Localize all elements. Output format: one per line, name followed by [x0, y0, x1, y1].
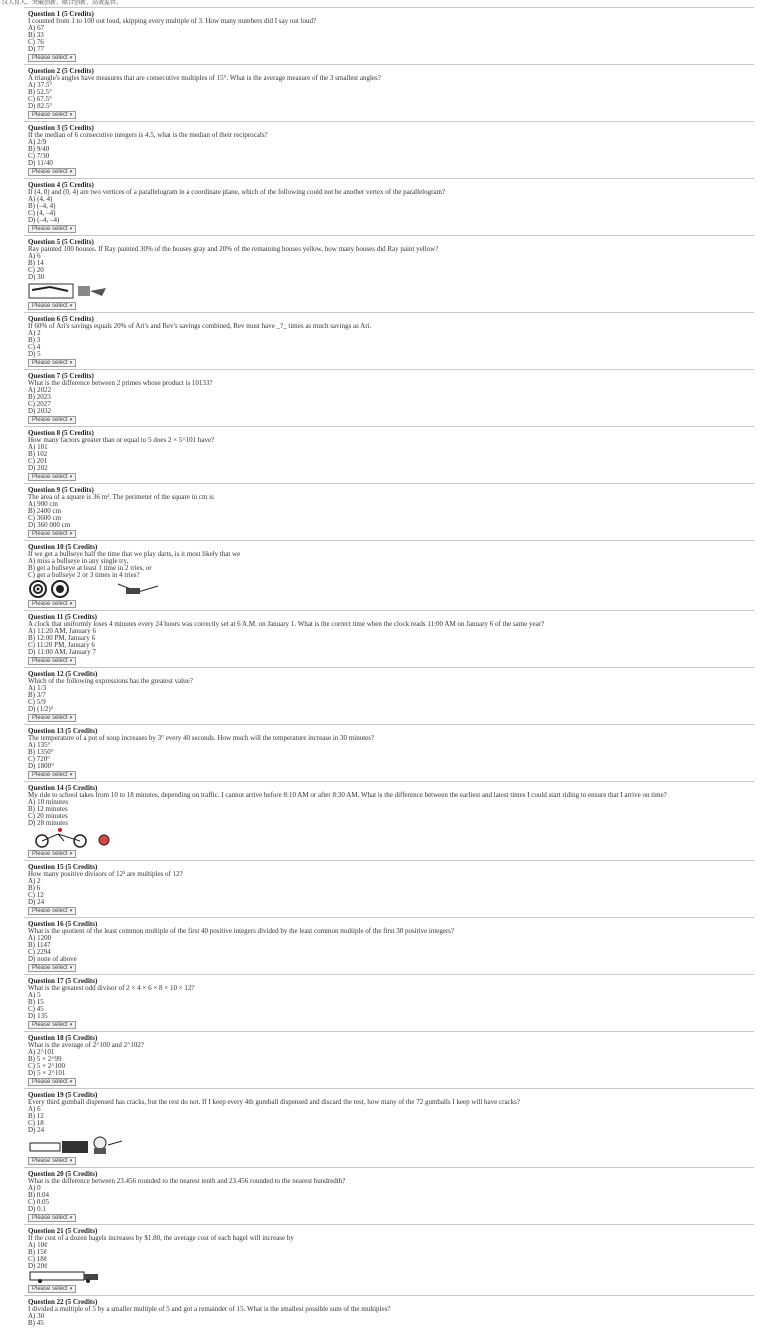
answer-option: C) 5/9	[28, 698, 46, 706]
chevron-down-icon: ▾	[69, 1215, 73, 1221]
answer-option: B) 3	[28, 336, 41, 344]
answer-option: B) 2023	[28, 393, 51, 401]
answer-select-label: Please select	[32, 226, 68, 232]
chevron-down-icon: ▾	[69, 417, 73, 423]
question-title: Question 20 (5 Credits)	[28, 1170, 98, 1178]
question-text: What is the greatest odd divisor of 2 × 4 × 6 × 8 × 10 × 12?	[28, 984, 195, 992]
question-block	[24, 483, 754, 540]
chevron-down-icon: ▾	[69, 112, 73, 118]
answer-select-label: Please select	[32, 112, 68, 118]
answer-option: D) 20¢	[28, 1262, 48, 1270]
answer-option: B) 12	[28, 1112, 44, 1120]
answer-option: B) 12 minutes	[28, 805, 68, 813]
chevron-down-icon: ▾	[69, 55, 73, 61]
answer-option: C) 7/30	[28, 152, 50, 160]
answer-option: A) 1200	[28, 934, 52, 942]
answer-select[interactable]	[28, 600, 76, 608]
answer-option: A) 67	[28, 24, 45, 32]
chevron-down-icon: ▾	[69, 1022, 73, 1028]
answer-option: A) 1/3	[28, 684, 47, 692]
bicycle-rider-icon	[28, 828, 118, 848]
answer-select-label: Please select	[32, 1158, 68, 1164]
answer-option: B) 45	[28, 1319, 44, 1327]
answer-option: B) 9/40	[28, 145, 50, 153]
question-text: The temperature of a pot of soup increases by 3° every 40 seconds. How much will the temperature increase in 30 minutes?	[28, 734, 375, 742]
answer-option: D) 202	[28, 464, 48, 472]
answer-option: D) 11/40	[28, 159, 53, 167]
chevron-down-icon: ▾	[69, 1079, 73, 1085]
question-text: I counted from 1 to 100 out loud, skipping every multiple of 3. How many numbers did I say out loud?	[28, 17, 317, 25]
chevron-down-icon: ▾	[69, 169, 73, 175]
chevron-down-icon: ▾	[69, 474, 73, 480]
answer-option: D) 2032	[28, 407, 52, 415]
answer-option: A) 6	[28, 252, 41, 260]
chevron-down-icon: ▾	[69, 772, 73, 778]
answer-option: A) 10 minutes	[28, 798, 69, 806]
answer-select[interactable]	[28, 1285, 76, 1293]
gumball-machine-icon	[28, 1135, 124, 1155]
answer-select[interactable]	[28, 225, 76, 233]
question-title: Question 17 (5 Credits)	[28, 977, 98, 985]
answer-select-label: Please select	[32, 715, 68, 721]
answer-option: B) 14	[28, 259, 44, 267]
answer-option: C) 12	[28, 891, 44, 899]
answer-option: D) 0.1	[28, 1205, 46, 1213]
question-text: The area of a square is 36 m². The perimeter of the square in cm is	[28, 493, 214, 501]
chevron-down-icon: ▾	[69, 1158, 73, 1164]
answer-select-label: Please select	[32, 1286, 68, 1292]
answer-select-label: Please select	[32, 772, 68, 778]
question-block	[24, 860, 754, 917]
answer-select-label: Please select	[32, 601, 68, 607]
answer-select-label: Please select	[32, 1022, 68, 1028]
answer-select[interactable]	[28, 473, 76, 481]
answer-select[interactable]	[28, 1021, 76, 1029]
answer-option: C) get a bullseye 2 or 3 times in 4 tries?	[28, 571, 140, 579]
answer-select[interactable]	[28, 111, 76, 119]
answer-select[interactable]	[28, 714, 76, 722]
answer-option: D) 77	[28, 45, 45, 53]
answer-option: B) 12:00 PM, January 6	[28, 634, 96, 642]
question-text: How many positive divisors of 12² are multiples of 12?	[28, 870, 183, 878]
question-title: Question 10 (5 Credits)	[28, 543, 98, 551]
question-title: Question 22 (5 Credits)	[28, 1298, 98, 1306]
question-title: Question 5 (5 Credits)	[28, 238, 94, 246]
answer-select[interactable]	[28, 1078, 76, 1086]
answer-option: C) 201	[28, 457, 48, 465]
question-text: If the cost of a dozen bagels increases by $1.80, the average cost of each bagel will increase by	[28, 1234, 294, 1242]
question-title: Question 15 (5 Credits)	[28, 863, 98, 871]
answer-option: C) 5 × 2^100	[28, 1062, 65, 1070]
answer-option: D) 24	[28, 898, 45, 906]
question-title: Question 21 (5 Credits)	[28, 1227, 98, 1235]
answer-option: D) 135	[28, 1012, 48, 1020]
answer-select[interactable]	[28, 964, 76, 972]
answer-select-label: Please select	[32, 169, 68, 175]
question-text: My ride to school takes from 10 to 18 minutes, depending on traffic. I cannot arrive before 8:10 AM or after 8:30 AM. What is the difference between the earliest and latest times I could start riding to ensure that I arrive on time?	[28, 791, 667, 799]
paint-illustration-icon	[28, 282, 108, 300]
question-text: If the median of 6 consecutive integers is 4.5, what is the median of their reciprocals?	[28, 131, 268, 139]
question-block	[24, 667, 754, 724]
answer-option: C) 20	[28, 266, 44, 274]
answer-select-label: Please select	[32, 531, 68, 537]
question-block	[24, 1167, 754, 1224]
answer-option: B) 0.04	[28, 1191, 49, 1199]
answer-option: B) 3/7	[28, 691, 46, 699]
answer-select[interactable]	[28, 907, 76, 915]
answer-option: C) 67.5°	[28, 95, 52, 103]
question-text: What is the difference between 2 primes whose product is 10133?	[28, 379, 213, 387]
answer-option: A) 2	[28, 877, 41, 885]
question-block	[24, 1031, 754, 1088]
question-text: I divided a multiple of 5 by a smaller multiple of 5 and got a remainder of 15. What is the smallest possible sum of the multiples?	[28, 1305, 391, 1313]
answer-option: A) 2^101	[28, 1048, 55, 1056]
question-block	[24, 540, 754, 610]
chevron-down-icon: ▾	[69, 715, 73, 721]
question-block	[24, 235, 754, 312]
answer-select-label: Please select	[32, 851, 68, 857]
answer-option: D) 5 × 2^101	[28, 1069, 66, 1077]
answer-option: D) 28 minutes	[28, 819, 69, 827]
question-text: A clock that uniformly loses 4 minutes every 24 hours was correctly set at 6 A.M. on January 1. What is the correct time when the clock reads 11:00 AM on January 6 of the same year?	[28, 620, 545, 628]
question-title: Question 7 (5 Credits)	[28, 372, 94, 380]
answer-option: B) 1350°	[28, 748, 54, 756]
answer-option: A) 900 cm	[28, 500, 58, 508]
answer-select[interactable]	[28, 302, 76, 310]
chevron-down-icon: ▾	[69, 303, 73, 309]
question-text: Which of the following expressions has the greatest value?	[28, 677, 193, 685]
answer-option: C) (4, –4)	[28, 209, 56, 217]
answer-option: D) 1800°	[28, 762, 54, 770]
question-title: Question 3 (5 Credits)	[28, 124, 94, 132]
question-title: Question 9 (5 Credits)	[28, 486, 94, 494]
answer-select[interactable]	[28, 1214, 76, 1222]
answer-select-label: Please select	[32, 965, 68, 971]
answer-option: D) 30	[28, 273, 45, 281]
chevron-down-icon: ▾	[69, 226, 73, 232]
answer-option: A) 6	[28, 1105, 41, 1113]
answer-select[interactable]	[28, 1157, 76, 1165]
question-text: If (4, 0) and (0, 4) are two vertices of a parallelogram in a coordinate plane, which of the following could not be another vertex of the parallelogram?	[28, 188, 446, 196]
answer-option: C) 720°	[28, 755, 51, 763]
question-block	[24, 724, 754, 781]
question-title: Question 8 (5 Credits)	[28, 429, 94, 437]
answer-option: B) get a bullseye at least 1 time in 2 tries, or	[28, 564, 152, 572]
answer-option: D) 360 000 cm	[28, 521, 71, 529]
chevron-down-icon: ▾	[69, 965, 73, 971]
answer-select[interactable]	[28, 416, 76, 424]
answer-select[interactable]	[28, 54, 76, 62]
answer-option: A) 135°	[28, 741, 51, 749]
answer-option: B) 15	[28, 998, 44, 1006]
answer-option: C) 4	[28, 343, 41, 351]
question-title: Question 1 (5 Credits)	[28, 10, 94, 18]
answer-select[interactable]	[28, 850, 76, 858]
question-block	[24, 781, 754, 860]
dartboard-icon	[28, 580, 168, 598]
answer-option: C) 11:20 PM, January 6	[28, 641, 95, 649]
chevron-down-icon: ▾	[69, 908, 73, 914]
question-title: Question 19 (5 Credits)	[28, 1091, 98, 1099]
question-block	[24, 312, 754, 369]
answer-option: B) 15¢	[28, 1248, 48, 1256]
answer-option: C) 3600 cm	[28, 514, 62, 522]
question-title: Question 13 (5 Credits)	[28, 727, 98, 735]
answer-select[interactable]	[28, 168, 76, 176]
answer-select[interactable]	[28, 657, 76, 665]
answer-option: C) 2027	[28, 400, 51, 408]
chevron-down-icon: ▾	[69, 360, 73, 366]
question-block	[24, 64, 754, 121]
answer-select-label: Please select	[32, 658, 68, 664]
question-block	[24, 917, 754, 974]
answer-option: A) miss a bullseye in any single try,	[28, 557, 129, 565]
answer-select[interactable]	[28, 771, 76, 779]
answer-option: A) 37.5°	[28, 81, 53, 89]
answer-option: D) (–4, –4)	[28, 216, 60, 224]
chevron-down-icon: ▾	[69, 601, 73, 607]
header-line: 汉人育人、突破创新、联合创新、高效监管。	[2, 0, 123, 6]
answer-option: D) 11:00 AM, January 7	[28, 648, 96, 656]
question-block	[24, 974, 754, 1031]
answer-select-label: Please select	[32, 908, 68, 914]
question-title: Question 11 (5 Credits)	[28, 613, 97, 621]
answer-option: C) 0.05	[28, 1198, 49, 1206]
answer-option: C) 2294	[28, 948, 51, 956]
answer-option: D) 5	[28, 350, 41, 358]
question-text: If 60% of Ari's savings equals 20% of Ari's and Rev's savings combined, Rev must have _?_ times as much savings as Ari.	[28, 322, 372, 330]
question-title: Question 18 (5 Credits)	[28, 1034, 98, 1042]
question-block	[24, 1224, 754, 1295]
answer-option: C) 18¢	[28, 1255, 48, 1263]
question-block	[24, 1295, 754, 1329]
question-block	[24, 1088, 754, 1167]
answer-select-label: Please select	[32, 474, 68, 480]
question-text: If we get a bullseye half the time that we play darts, is it most likely that we	[28, 550, 241, 558]
answer-option: C) 76	[28, 38, 44, 46]
bagel-truck-icon	[28, 1271, 108, 1283]
question-block	[24, 7, 754, 64]
question-title: Question 2 (5 Credits)	[28, 67, 94, 75]
answer-select-label: Please select	[32, 1079, 68, 1085]
chevron-down-icon: ▾	[69, 531, 73, 537]
question-block	[24, 369, 754, 426]
answer-select-label: Please select	[32, 1215, 68, 1221]
answer-option: C) 20 minutes	[28, 812, 68, 820]
answer-select-label: Please select	[32, 55, 68, 61]
question-title: Question 16 (5 Credits)	[28, 920, 98, 928]
question-block	[24, 610, 754, 667]
answer-option: A) 10¢	[28, 1241, 48, 1249]
question-text: What is the quotient of the least common multiple of the first 40 positive integers divided by the least common multiple of the first 30 positive integers?	[28, 927, 455, 935]
answer-option: D) (1/2)²	[28, 705, 53, 713]
question-text: How many factors greater than or equal to 5 does 2 × 5^101 have?	[28, 436, 215, 444]
question-block	[24, 121, 754, 178]
question-text: Ray painted 100 houses. If Ray painted 30% of the houses gray and 20% of the remaining houses yellow, how many houses did Ray paint yellow?	[28, 245, 439, 253]
answer-option: A) 30	[28, 1312, 45, 1320]
chevron-down-icon: ▾	[69, 658, 73, 664]
answer-option: C) 18	[28, 1119, 44, 1127]
answer-option: B) 33	[28, 31, 44, 39]
answer-select-label: Please select	[32, 303, 68, 309]
answer-option: B) 102	[28, 450, 48, 458]
chevron-down-icon: ▾	[69, 1286, 73, 1292]
answer-option: A) 5	[28, 991, 41, 999]
question-list	[0, 7, 768, 1329]
answer-option: A) 0	[28, 1184, 41, 1192]
question-title: Question 12 (5 Credits)	[28, 670, 98, 678]
question-text: What is the difference between 23.456 rounded to the nearest tenth and 23.456 rounded to the nearest hundredth?	[28, 1177, 346, 1185]
answer-select[interactable]	[28, 530, 76, 538]
answer-option: D) none of above	[28, 955, 77, 963]
question-title: Question 4 (5 Credits)	[28, 181, 94, 189]
question-block	[24, 178, 754, 235]
question-text: A triangle's angles have measures that are consecutive multiples of 15°. What is the average measure of the 3 smallest angles?	[28, 74, 381, 82]
answer-option: A) 2022	[28, 386, 52, 394]
answer-option: B) (–4, 4)	[28, 202, 56, 210]
answer-option: A) (4, 4)	[28, 195, 53, 203]
answer-option: A) 2	[28, 329, 41, 337]
answer-option: A) 11:20 AM, January 6	[28, 627, 96, 635]
question-text: What is the average of 2^100 and 2^102?	[28, 1041, 145, 1049]
question-title: Question 14 (5 Credits)	[28, 784, 98, 792]
answer-option: D) 82.5°	[28, 102, 53, 110]
answer-option: B) 2400 cm	[28, 507, 62, 515]
answer-option: B) 1147	[28, 941, 51, 949]
chevron-down-icon: ▾	[69, 851, 73, 857]
question-block	[24, 426, 754, 483]
answer-option: C) 45	[28, 1005, 44, 1013]
answer-option: A) 101	[28, 443, 48, 451]
answer-option: B) 52.5°	[28, 88, 52, 96]
question-text: Every third gumball dispensed has cracks, but the rest do not. If I keep every 4th gumball dispensed and discard the rest, how many of the 72 gumballs I keep will have cracks?	[28, 1098, 520, 1106]
answer-option: A) 2/9	[28, 138, 47, 146]
answer-option: D) 24	[28, 1126, 45, 1134]
answer-select-label: Please select	[32, 360, 68, 366]
answer-select[interactable]	[28, 359, 76, 367]
question-title: Question 6 (5 Credits)	[28, 315, 94, 323]
answer-option: B) 5 × 2^99	[28, 1055, 62, 1063]
answer-option: B) 6	[28, 884, 41, 892]
answer-select-label: Please select	[32, 417, 68, 423]
